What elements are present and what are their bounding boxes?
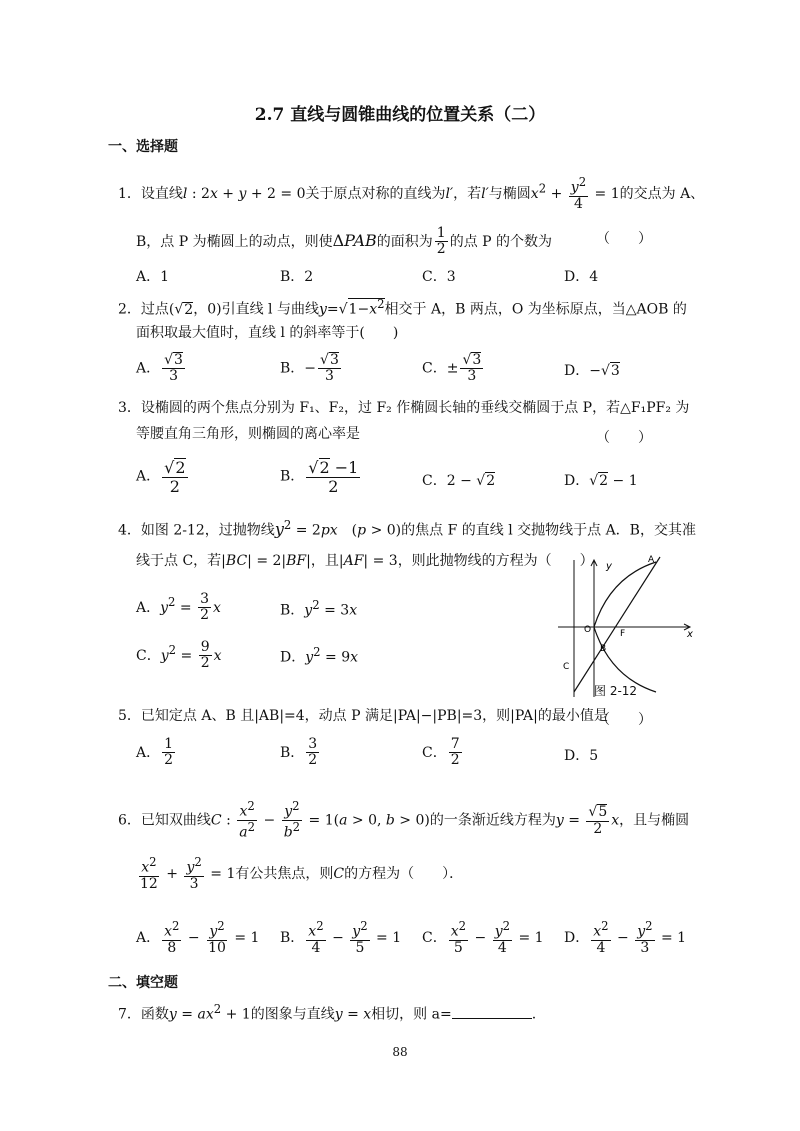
question-6-option-b: B． $\frac{x^2}{4}$ − $\frac{y^2}{5}$ = 1: [280, 919, 402, 957]
question-6-option-a: A． $\frac{x^2}{8}$ − $\frac{y^2}{10}$ = 1: [136, 919, 260, 957]
question-5-option-b: B． $\frac{3}{2}$: [280, 736, 318, 769]
x-axis-label: x: [687, 629, 693, 640]
question-4-option-a: A．$y^2$ = $\frac{3}{2}$ x: [136, 591, 221, 624]
question-6-option-d: D． $\frac{x^2}{4}$ − $\frac{y^2}{3}$ = 1: [564, 919, 687, 957]
question-3-option-c: C．2 − √2: [422, 473, 496, 489]
question-1-option-a: A．1: [136, 269, 170, 285]
answer-blank[interactable]: [452, 1006, 532, 1019]
question-1-option-b: B．2: [280, 269, 314, 285]
question-2-option-b: B．− $\frac{√3}{3}$: [280, 352, 339, 385]
question-2-option-d: D．−√3: [564, 363, 620, 379]
question-1-option-d: D．4: [564, 269, 599, 285]
question-6-option-c: C． $\frac{x^2}{5}$ − $\frac{y^2}{4}$ = 1: [422, 919, 544, 957]
question-4-option-d: D．$y^2 = 9x$: [280, 645, 359, 666]
point-a-label: A: [648, 555, 655, 565]
question-6-line-1: 6．已知双曲线C : $\frac{x^2}{a^2}$ − $\frac{y^2}{b^2}$ = 1(a > 0, b > 0)的一条渐近线方程为y = $\frac{√5}{2}$ x，且与椭圆: [118, 799, 690, 841]
focus-label: F: [620, 629, 626, 639]
point-c-label: C: [563, 662, 570, 672]
question-7-line-1: 7．函数$y = ax^2 + 1$的图象与直线y = x相切，则 a= .: [118, 1002, 537, 1023]
question-6-line-2: $\frac{x^2}{12}$ + $\frac{y^2}{3}$ = 1有公共焦点，则C的方程为（ ）．: [140, 855, 464, 893]
figure-caption: 图 2-12: [594, 684, 638, 698]
question-5-option-d: D．5: [564, 748, 599, 764]
question-1-line-1: 1．设直线l : 2x + y + 2 = 0关于原点对称的直线为l′，若l′与椭圆$x^2$ + $\frac{y^2}{4}$ = 1的交点为 A、: [118, 175, 705, 213]
question-3-option-d: D．√2 − 1: [564, 473, 638, 489]
question-4-line-1: 4．如图 2-12，过抛物线$y^2 = 2px$ (p > 0)的焦点 F 的直线 l 交抛物线于点 A．B，交其准: [118, 518, 696, 539]
figure-2-12-diagram: [550, 552, 700, 702]
question-1-option-c: C．3: [422, 269, 456, 285]
question-3-line-2: 等腰直角三角形，则椭圆的离心率是: [136, 426, 360, 442]
question-3-answer-paren: （ ）: [596, 430, 652, 446]
question-3-option-b: B． $\frac{√2 -1}{2}$: [280, 458, 359, 496]
question-4-option-c: C．$y^2$ = $\frac{9}{2}$ x: [136, 639, 222, 672]
question-3-line-1: 3．设椭圆的两个焦点分别为 F₁、F₂，过 F₂ 作椭圆长轴的垂线交椭圆于点 P，若△F₁PF₂ 为: [118, 400, 690, 416]
question-2-line-2: 面积取最大值时，直线 l 的斜率等于( ): [136, 325, 399, 341]
point-b-label: B: [600, 644, 607, 654]
question-4-option-b: B．$y^2 = 3x$: [280, 598, 358, 619]
question-1-line-2: B，点 P 为椭圆上的动点，则使ΔPAB的面积为 $\frac{1}{2}$ 的点 P 的个数为: [136, 225, 553, 258]
page-title: 2.7 直线与圆锥曲线的位置关系（二）: [254, 105, 546, 125]
question-2-option-c: C．± $\frac{√3}{3}$: [422, 352, 482, 385]
y-axis-label: y: [606, 561, 612, 572]
question-3-option-a: A． $\frac{√2}{2}$: [136, 458, 186, 496]
question-5-option-a: A． $\frac{1}{2}$: [136, 736, 174, 769]
question-2-option-a: A． $\frac{√3}{3}$: [136, 352, 183, 385]
section-multiple-choice: 一、选择题: [108, 139, 178, 155]
question-5-answer-paren: （ ）: [596, 712, 652, 728]
question-5-line-1: 5．已知定点 A、B 且|AB|=4，动点 P 满足|PA|−|PB|=3，则|PA|的最小值是: [118, 708, 608, 724]
page-number: 88: [392, 1045, 408, 1059]
question-5-option-c: C． $\frac{7}{2}$: [422, 736, 460, 769]
question-4-line-2: 线于点 C，若|BC| = 2|BF|，且|AF| = 3，则此抛物线的方程为（ ）: [136, 553, 594, 569]
question-2-line-1: 2．过点(√2，0)引直线 l 与曲线$y=√1-x^2$相交于 A，B 两点，O 为坐标原点，当△AOB 的: [118, 297, 687, 318]
section-fill-in-blank: 二、填空题: [108, 975, 178, 991]
origin-label: O: [584, 625, 592, 635]
question-1-answer-paren: （ ）: [596, 231, 652, 247]
